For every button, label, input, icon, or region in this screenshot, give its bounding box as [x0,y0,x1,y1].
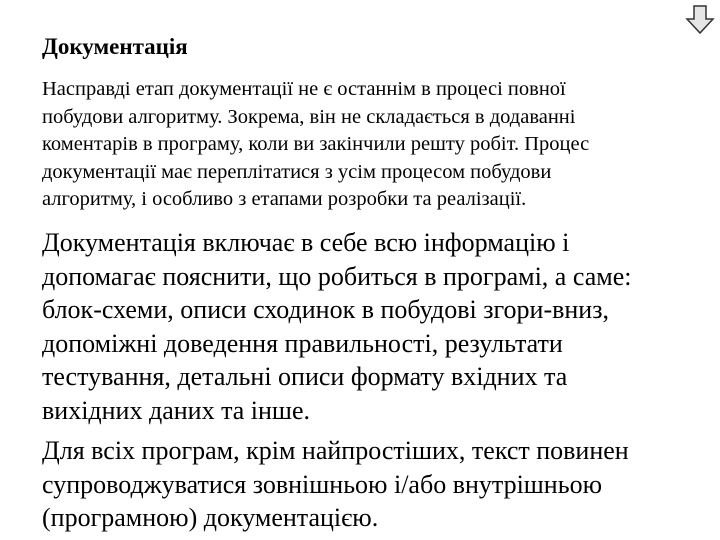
paragraph-requirement [42,434,712,535]
text-line: допомагає пояснити, що робиться в програмі, а саме: [42,261,632,291]
paragraph-intro [42,76,712,214]
text-line: Насправді етап документації не є останнім в процесі повної [42,78,566,100]
paragraph-contents [42,226,712,427]
slide-title: Документація [42,34,188,59]
text-line: Документація включає в себе всю інформацію і [42,228,570,257]
text-line: (програмною) документацією. [42,503,379,532]
down-arrow-icon[interactable] [684,4,716,36]
text-line: Для всіх програм, крім найпростіших, текст повинен [42,436,629,465]
text-line: вихідних даних та інше. [42,395,310,425]
text-line: блок-схеми, описи сходинок в побудові згори-вниз, [42,295,609,324]
text-line: алгоритму, і особливо з етапами розробки та реалізації. [42,188,527,211]
text-line: допоміжні доведення правильності, результати [42,328,563,358]
text-line: побудови алгоритму. Зокрема, він не складається в додаванні [42,105,576,128]
text-line: супроводжуватися зовнішньою і/або внутрішньою [42,469,603,499]
text-line: документації має переплітатися з усім процесом побудови [42,160,552,183]
text-line: тестування, детальні описи формату вхідних та [42,362,568,391]
text-line: коментарів в програму, коли ви закінчили решту робіт. Процес [42,133,590,156]
